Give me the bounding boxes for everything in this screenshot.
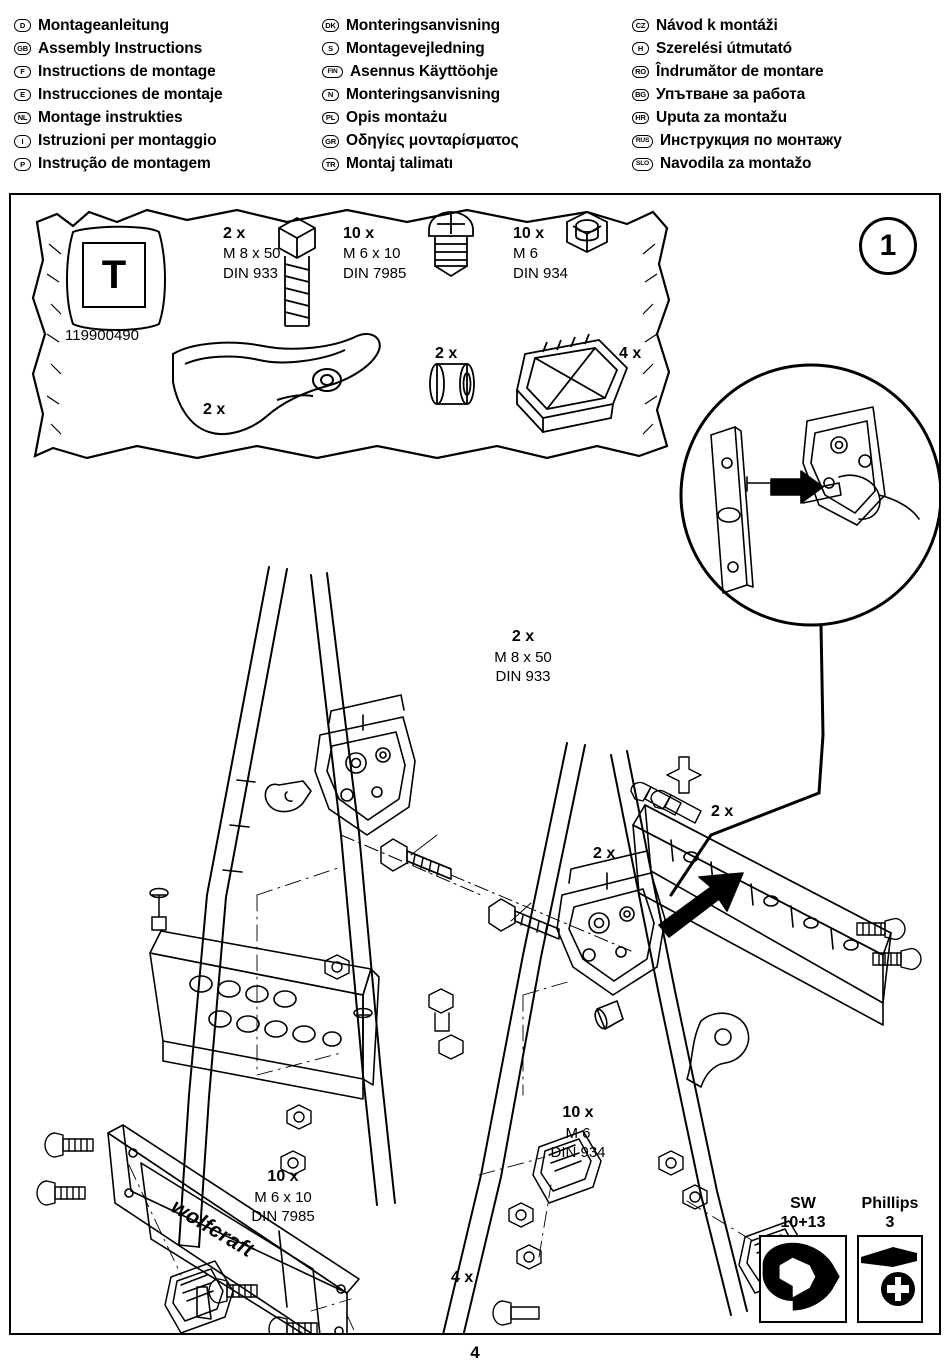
language-code-badge: TR <box>322 158 339 171</box>
language-code-badge: RUS <box>632 135 653 148</box>
parts-qty-spacer-sleeve: 2 x <box>435 345 458 362</box>
language-code-badge: RO <box>632 66 649 79</box>
tool-title-line1: SW <box>790 1195 816 1213</box>
language-row <box>14 107 322 130</box>
callout-size: M 6 <box>565 1124 591 1142</box>
tool-title <box>862 1195 919 1232</box>
language-label: Montageanleitung <box>38 16 170 34</box>
parts-qty-clamp-lever: 2 x <box>203 401 226 418</box>
language-label: Упътване за работа <box>656 85 806 103</box>
language-row <box>322 60 632 83</box>
language-code-badge: D <box>14 19 31 32</box>
parts-bag-number: 119900490 <box>65 327 139 344</box>
wrench-icon <box>761 1237 845 1321</box>
callout-screw-m6x10 <box>223 1167 343 1227</box>
language-label: Uputa za montažu <box>656 109 788 127</box>
language-row <box>322 37 632 60</box>
language-label: Assembly Instructions <box>38 39 203 57</box>
parts-item-size: M 8 x 50 <box>223 245 281 263</box>
tool-title-line1: Phillips <box>861 1195 919 1213</box>
language-label: Οδηγίες μονταρίσματος <box>346 132 519 150</box>
tool-title-line2: 10+13 <box>780 1213 826 1231</box>
tool-title-line2: 3 <box>885 1213 895 1231</box>
language-label: Îndrumător de montare <box>656 62 824 80</box>
callout-bolt-m8x50 <box>463 627 583 687</box>
language-row <box>14 153 322 176</box>
callout-standard: DIN 933 <box>495 668 551 686</box>
language-row <box>14 60 322 83</box>
language-row <box>632 107 932 130</box>
parts-list-box <box>27 204 677 466</box>
language-label: Szerelési útmutató <box>656 39 793 57</box>
language-code-badge: F <box>14 66 31 79</box>
parts-bag-letter: T <box>82 242 146 308</box>
language-code-badge: H <box>632 42 649 55</box>
language-label: Instrucciones de montaje <box>38 85 223 103</box>
language-code-badge: CZ <box>632 19 649 32</box>
language-label: Инструкция по монтажу <box>660 132 842 150</box>
language-code-badge: GR <box>322 135 339 148</box>
language-label: Monteringsanvisning <box>346 85 500 103</box>
language-row <box>322 130 632 153</box>
language-row <box>14 14 322 37</box>
language-row <box>632 60 932 83</box>
callout-standard: DIN 7985 <box>251 1208 315 1226</box>
language-row <box>632 130 932 153</box>
language-label: Monteringsanvisning <box>346 16 500 34</box>
language-row <box>632 14 932 37</box>
language-label: Montage instrukties <box>38 109 183 127</box>
callout-size: M 8 x 50 <box>494 648 552 666</box>
parts-item-size: M 6 x 10 <box>343 245 401 263</box>
diagram-qty-spacer-sleeve: 2 x <box>593 845 616 862</box>
tool-icon-box <box>857 1235 923 1323</box>
parts-item-standard: DIN 933 <box>223 264 279 282</box>
callout-qty: 10 x <box>562 1104 594 1121</box>
brand-logo-text: wolfcraft <box>167 1195 258 1263</box>
language-row <box>14 130 322 153</box>
language-code-badge: N <box>322 89 339 102</box>
language-code-badge: DK <box>322 19 339 32</box>
tool-icon-box <box>759 1235 847 1323</box>
language-label: Instructions de montage <box>38 62 216 80</box>
parts-item-standard: DIN 7985 <box>343 264 407 282</box>
diagram-qty-clamp-lever: 2 x <box>711 803 734 820</box>
language-column-3 <box>632 14 932 176</box>
parts-item-bolt <box>223 224 281 283</box>
language-code-badge: I <box>14 135 31 148</box>
language-column-1 <box>14 14 322 176</box>
parts-item-qty: 10 x <box>343 225 375 242</box>
parts-item-standard: DIN 934 <box>513 264 569 282</box>
language-code-badge: GB <box>14 42 31 55</box>
parts-item-nut <box>513 224 568 283</box>
language-label: Istruzioni per montaggio <box>38 132 217 150</box>
language-row <box>322 153 632 176</box>
language-row <box>14 37 322 60</box>
language-code-badge: PL <box>322 112 339 125</box>
tool-phillips <box>857 1195 923 1323</box>
language-code-badge: S <box>322 42 339 55</box>
language-row <box>632 83 932 106</box>
callout-nut-m6 <box>523 1103 633 1163</box>
parts-bag <box>67 229 157 319</box>
tool-title <box>781 1195 826 1232</box>
language-code-badge: BG <box>632 89 649 102</box>
language-code-badge: P <box>14 158 31 171</box>
language-label: Instrução de montagem <box>38 155 211 173</box>
required-tools <box>759 1195 923 1323</box>
callout-size: M 6 x 10 <box>254 1188 312 1206</box>
page-number: 4 <box>470 1343 480 1362</box>
language-label: Opis montażu <box>346 109 448 127</box>
language-code-badge: SLO <box>632 158 653 171</box>
language-column-2 <box>322 14 632 176</box>
language-label: Asennus Käyttöohje <box>350 62 499 80</box>
language-row <box>14 83 322 106</box>
tool-wrench <box>759 1195 847 1323</box>
parts-item-screw <box>343 224 406 283</box>
phillips-screwdriver-icon <box>859 1237 921 1321</box>
parts-item-qty: 10 x <box>513 225 545 242</box>
step-number-badge: 1 <box>859 217 917 275</box>
language-code-badge: NL <box>14 112 31 125</box>
language-code-badge: FIN <box>322 66 343 79</box>
callout-qty: 2 x <box>511 628 535 645</box>
language-code-badge: E <box>14 89 31 102</box>
language-label: Navodila za montažo <box>660 155 812 173</box>
language-label: Návod k montáži <box>656 16 778 34</box>
language-code-badge: HR <box>632 112 649 125</box>
language-row <box>322 107 632 130</box>
language-row <box>632 153 932 176</box>
parts-item-qty: 2 x <box>223 225 246 242</box>
language-row <box>322 14 632 37</box>
parts-item-size: M 6 <box>513 245 539 263</box>
language-row <box>322 83 632 106</box>
callout-qty: 10 x <box>267 1168 299 1185</box>
language-label: Montaj talimatı <box>346 155 454 173</box>
assembly-step-frame <box>9 193 941 1335</box>
language-row <box>632 37 932 60</box>
diagram-qty-foot-cap: 4 x <box>451 1269 474 1286</box>
callout-standard: DIN 934 <box>550 1144 606 1162</box>
language-label: Montagevejledning <box>346 39 485 57</box>
language-header <box>14 14 936 176</box>
parts-qty-foot-cap: 4 x <box>619 345 642 362</box>
